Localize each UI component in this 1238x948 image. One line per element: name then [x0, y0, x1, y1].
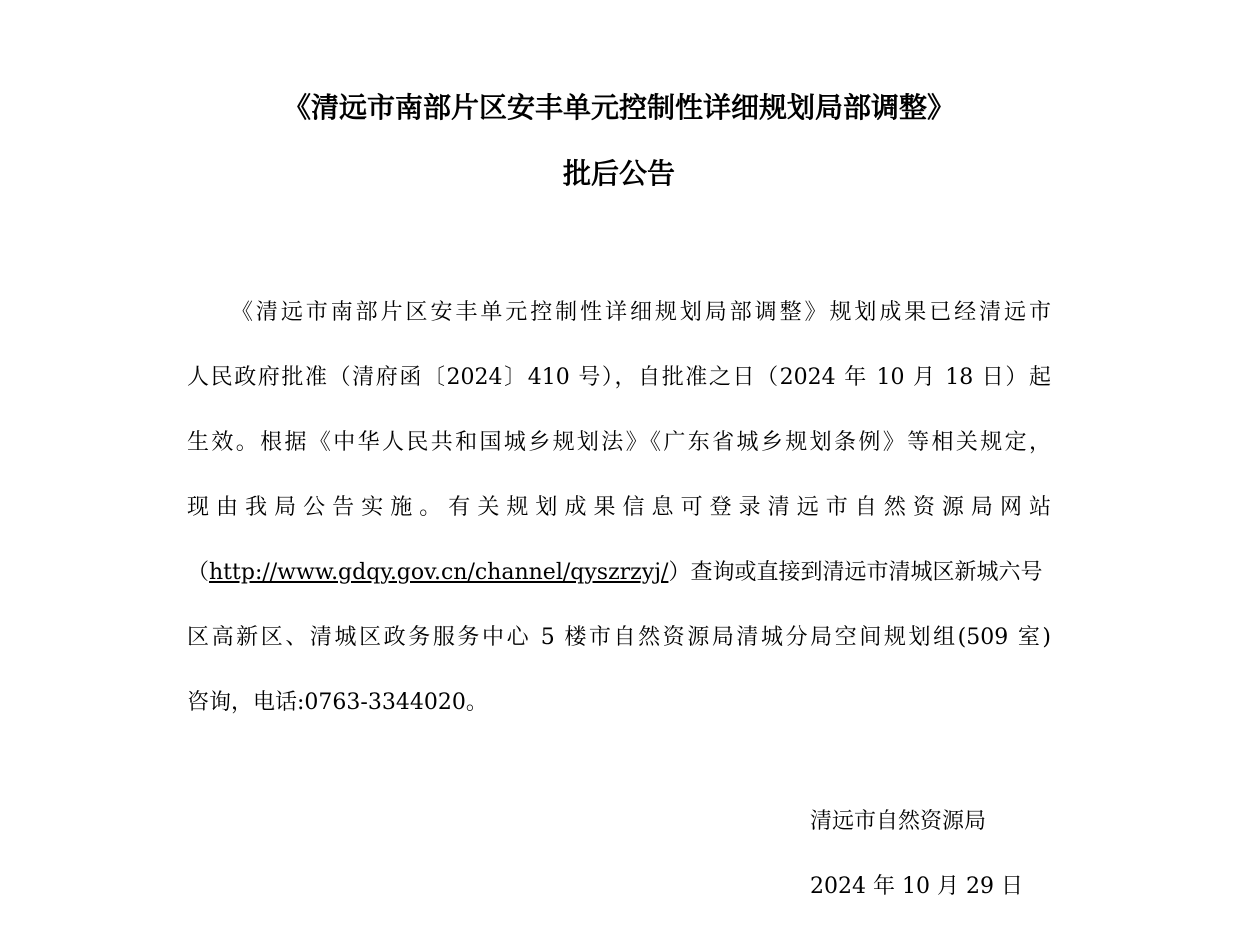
body-line-2: 人民政府批准（清府函〔2024〕410 号），自批准之日（2024 年 10 月 18 日）起	[187, 365, 1051, 390]
body-line-5	[187, 540, 1051, 605]
body-line-3: 生效。根据《中华人民共和国城乡规划法》《广东省城乡规划条例》等相关规定，	[187, 430, 1051, 455]
signature-organization: 清远市自然资源局	[810, 809, 987, 834]
url-open-paren: （	[187, 560, 210, 585]
body-line-4: 现由我局公告实施。有关规划成果信息可登录清远市自然资源局网站	[187, 495, 1051, 520]
body-line-6: 区高新区、清城区政务服务中心 5 楼市自然资源局清城分局空间规划组(509 室)	[187, 625, 1051, 650]
announcement-body	[187, 280, 1051, 735]
document-title: 《清远市南部片区安丰单元控制性详细规划局部调整》	[282, 91, 955, 124]
body-line-5-rest: ）查询或直接到清远市清城区新城六号	[668, 560, 1043, 585]
body-line-1: 《清远市南部片区安丰单元控制性详细规划局部调整》规划成果已经清远市	[231, 300, 1051, 325]
document-subtitle: 批后公告	[562, 157, 675, 190]
signature-date: 2024 年 10 月 29 日	[810, 874, 1023, 899]
body-line-7: 咨询，电话:0763-3344020。	[187, 690, 488, 715]
website-link[interactable]: http://www.gdqy.gov.cn/channel/qyszrzyj/	[209, 560, 669, 585]
